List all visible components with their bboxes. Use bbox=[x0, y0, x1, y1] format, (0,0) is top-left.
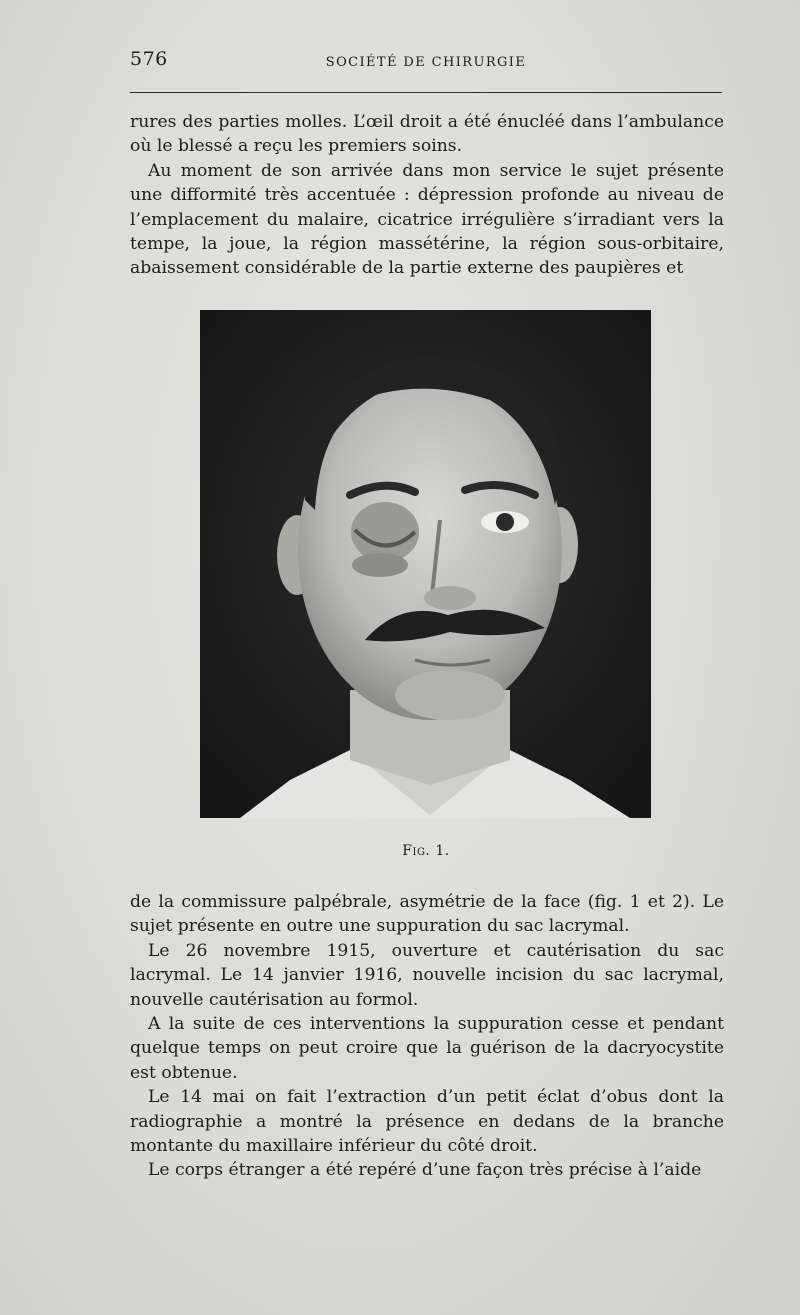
running-head: SOCIÉTÉ DE CHIRURGIE bbox=[325, 55, 527, 70]
page-number: 576 bbox=[130, 48, 168, 70]
paragraph: Le 26 novembre 1915, ouverture et cautérisation du sac lacrymal. Le 14 janvier 1916, nouvelle incision du sac lacrymal, nouvelle cautérisation au formol. bbox=[130, 940, 724, 1010]
patient-portrait-image bbox=[200, 310, 651, 818]
paragraph: Le 14 mai on fait l’extraction d’un petit éclat d’obus dont la radiographie a montré la présence en dedans de la branche montante du maxillaire inférieur du côté droit. bbox=[130, 1087, 724, 1157]
paragraph: Au moment de son arrivée dans mon service le sujet présente une difformité très accentuée : dépression profonde au niveau de l’emplacement du malaire, cicatrice irrégulière s’irradiant vers la tempe, la joue, la région massétérine, la région sous-orbitaire, abaissement considérable de la partie externe des paupières et bbox=[130, 160, 724, 279]
paragraph: A la suite de ces interventions la suppuration cesse et pendant quelque temps on peut croire que la guérison de la dacryocystite est obtenue. bbox=[130, 1014, 724, 1083]
figure-photograph bbox=[200, 310, 651, 818]
paragraph: de la commissure palpébrale, asymétrie de la face (fig. 1 et 2). Le sujet présente en outre une suppuration du sac lacrymal. bbox=[130, 892, 724, 937]
text-block-top bbox=[130, 110, 724, 281]
page-header bbox=[130, 46, 722, 76]
paragraph: rures des parties molles. L’œil droit a été énucléé dans l’ambulance où le blessé a reçu les premiers soins. bbox=[130, 112, 724, 157]
figure-caption: Fig. 1. bbox=[402, 843, 450, 859]
header-rule bbox=[130, 92, 722, 93]
text-block-bottom bbox=[130, 890, 724, 1183]
paragraph: Le corps étranger a été repéré d’une façon très précise à l’aide bbox=[148, 1160, 702, 1181]
